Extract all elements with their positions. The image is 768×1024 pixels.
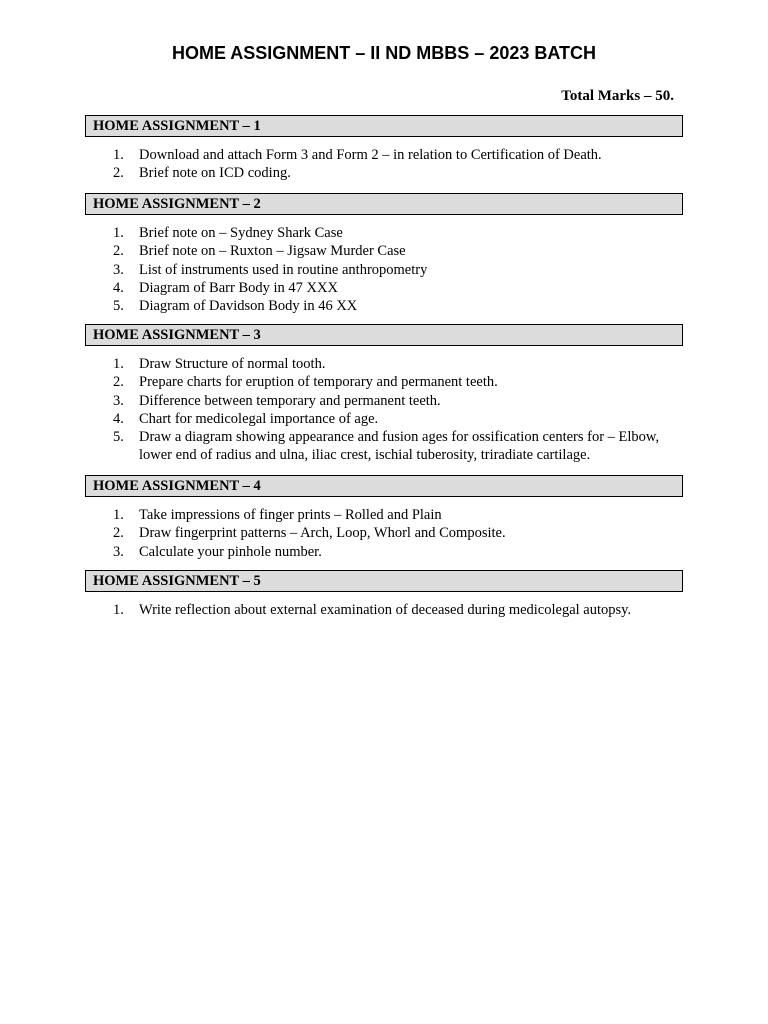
list-item [85,524,683,542]
item-number: 1. [113,147,124,163]
item-text: Draw Structure of normal tooth. [139,356,326,372]
item-number: 3. [113,543,124,560]
item-number: 5. [113,298,124,315]
list-item [85,279,683,297]
list-item [85,506,683,524]
assignment-section-3 [85,324,683,465]
assignment-section-2 [85,193,683,315]
item-number: 3. [113,261,124,278]
item-text: Take impressions of finger prints – Rolled and Plain [139,507,442,523]
item-text: Brief note on – Sydney Shark Case [139,225,343,241]
list-item [85,373,683,391]
item-number: 3. [113,392,124,409]
item-text: Draw fingerprint patterns – Arch, Loop, Whorl and Composite. [139,525,506,542]
item-text: Diagram of Barr Body in 47 XXX [139,279,338,296]
item-number: 1. [113,602,124,618]
item-text: Write reflection about external examination of deceased during medicolegal autopsy. [139,602,632,618]
item-number: 2. [113,165,124,182]
item-text: Chart for medicolegal importance of age. [139,410,379,427]
section-header: HOME ASSIGNMENT – 3 [85,324,683,346]
list-item [85,261,683,279]
list-item [85,164,683,182]
section-header: HOME ASSIGNMENT – 4 [85,475,683,497]
assignment-list [85,355,683,465]
assignment-list [85,146,683,183]
list-item [85,601,683,619]
assignment-section-5 [85,570,683,619]
list-item [85,355,683,373]
item-text: Diagram of Davidson Body in 46 XX [139,298,358,315]
item-number: 4. [113,410,124,427]
item-text: Brief note on ICD coding. [139,165,291,182]
item-number: 1. [113,225,124,241]
assignment-section-4 [85,475,683,561]
item-number: 1. [113,356,124,372]
assignment-list [85,224,683,315]
section-header: HOME ASSIGNMENT – 5 [85,570,683,592]
item-number: 5. [113,429,124,446]
item-text: List of instruments used in routine anthropometry [139,261,428,278]
item-text: Download and attach Form 3 and Form 2 – in relation to Certification of Death. [139,147,602,163]
item-number: 4. [113,279,124,296]
section-header: HOME ASSIGNMENT – 1 [85,115,683,137]
item-number: 1. [113,507,124,523]
item-number: 2. [113,525,124,542]
item-text: Prepare charts for eruption of temporary and permanent teeth. [139,374,498,391]
page-title: HOME ASSIGNMENT – II ND MBBS – 2023 BATCH [171,43,597,63]
item-text: Brief note on – Ruxton – Jigsaw Murder Case [139,243,406,260]
assignment-section-1 [85,115,683,183]
assignment-list [85,506,683,561]
item-text: Difference between temporary and permanent teeth. [139,392,441,409]
item-text: Calculate your pinhole number. [139,543,322,560]
list-item [85,297,683,315]
list-item [85,146,683,164]
list-item [85,242,683,260]
list-item [85,543,683,561]
item-number: 2. [113,374,124,391]
total-marks: Total Marks – 50. [561,88,674,104]
list-item [85,392,683,410]
item-number: 2. [113,243,124,260]
assignment-list [85,601,683,619]
section-header: HOME ASSIGNMENT – 2 [85,193,683,215]
item-text: Draw a diagram showing appearance and fusion ages for ossification centers for – Elbow, lower end of radius and ulna, iliac crest, ischial tuberosity, triradiate cartilage. [139,429,660,464]
list-item [85,428,683,465]
list-item [85,410,683,428]
list-item [85,224,683,242]
